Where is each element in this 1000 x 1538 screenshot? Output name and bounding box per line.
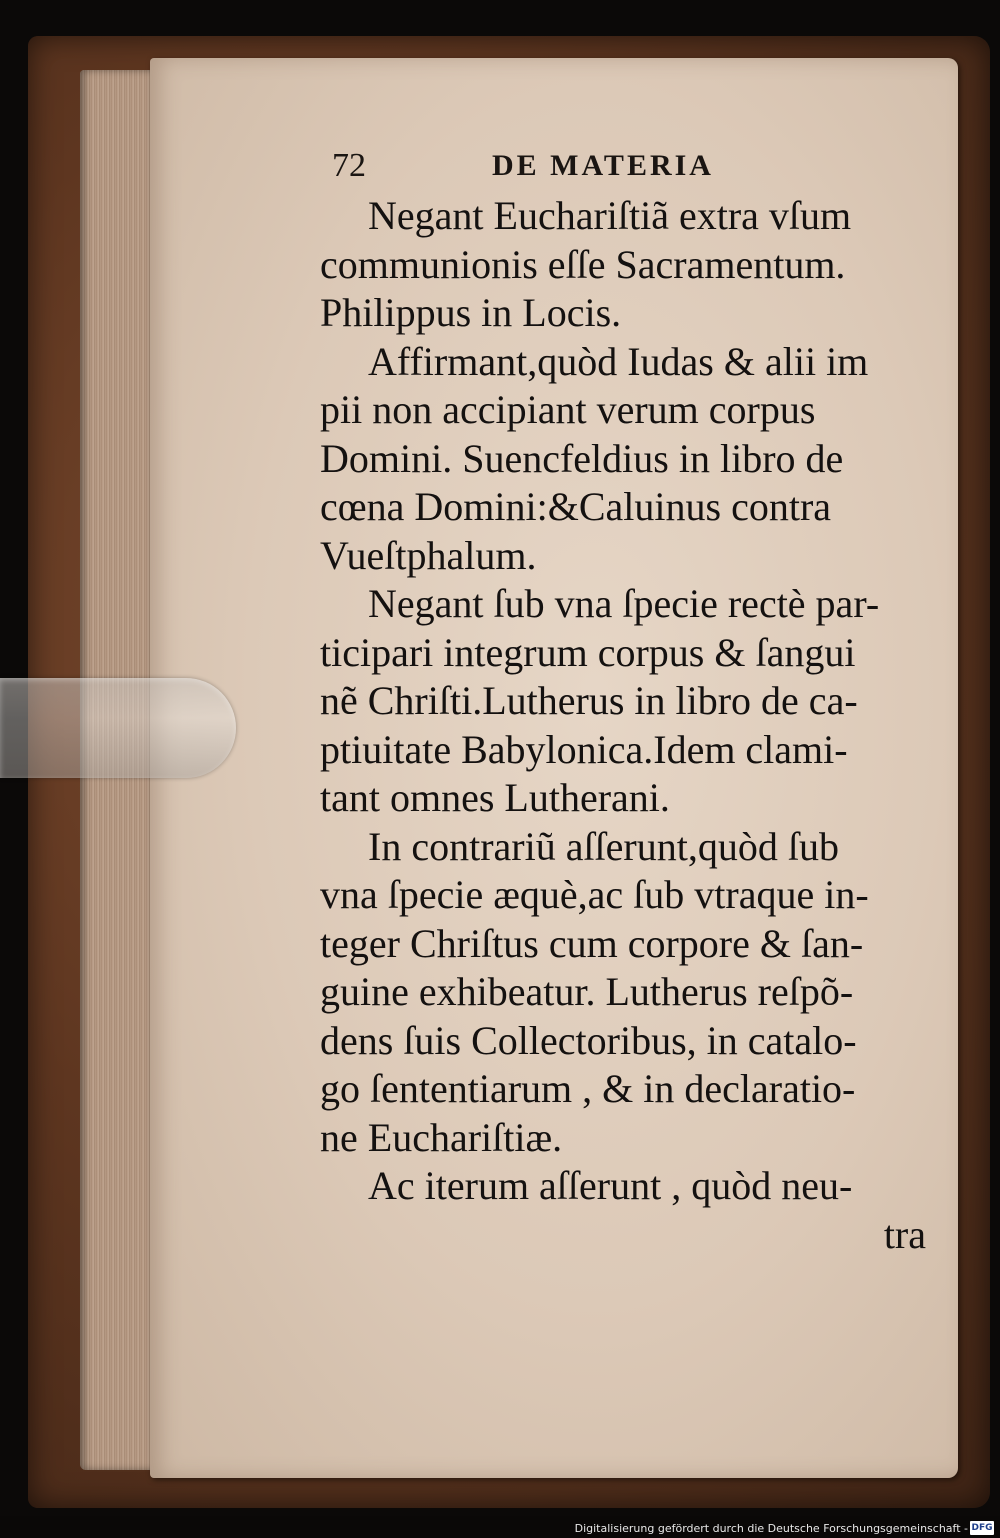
text-line: communionis eſſe Sacramentum. bbox=[320, 241, 846, 287]
page-header bbox=[332, 148, 892, 184]
dfg-logo-icon: DFG bbox=[971, 1523, 993, 1533]
text-line: ticipari integrum corpus & ſangui bbox=[320, 629, 856, 675]
text-line: Affirmant,quòd Iudas & alii im bbox=[368, 338, 869, 384]
text-line: vna ſpecie æquè,ac ſub vtraque in- bbox=[320, 872, 869, 917]
text-line: pii non accipiant verum corpus bbox=[320, 387, 816, 432]
text-line: guine exhibeatur. Lutherus reſpõ- bbox=[320, 969, 854, 1014]
text-line: tant omnes Lutherani. bbox=[320, 775, 670, 820]
text-line: Domini. Suencfeldius in libro de bbox=[320, 435, 844, 481]
page-number: 72 bbox=[332, 147, 366, 184]
text-line: Negant Euchariſtiã extra vſum bbox=[368, 193, 852, 238]
digitization-credit: Digitalisierung gefördert durch die Deutsche Forschungsgemeinschaft - bbox=[574, 1522, 968, 1535]
text-line: cœna Domini:&Caluinus contra bbox=[320, 484, 832, 529]
text-line: dens ſuis Collectoribus, in catalo- bbox=[320, 1017, 857, 1063]
running-head: DE MATERIA bbox=[492, 149, 714, 182]
text-line: go ſententiarum , & in declaratio- bbox=[320, 1066, 856, 1111]
text-line: Negant ſub vna ſpecie rectè par- bbox=[368, 581, 880, 626]
text-line: Vueſtphalum. bbox=[320, 532, 537, 578]
text-line: nẽ Chriſti.Lutherus in libro de ca- bbox=[320, 678, 858, 723]
catchword: tra bbox=[883, 1211, 926, 1257]
body-text bbox=[320, 192, 940, 1259]
text-line: teger Chriſtus cum corpore & ſan- bbox=[320, 920, 864, 966]
text-line: Philippus in Locis. bbox=[320, 290, 622, 335]
footer-bar bbox=[0, 1516, 1000, 1538]
text-line: ne Euchariſtiæ. bbox=[320, 1114, 563, 1160]
plastic-page-clip bbox=[0, 678, 236, 778]
text-line: In contrariũ aſſerunt,quòd ſub bbox=[368, 823, 839, 869]
text-line: ptiuitate Babylonica.Idem clami- bbox=[320, 726, 848, 772]
text-line: Ac iterum aſſerunt , quòd neu- bbox=[368, 1163, 853, 1208]
